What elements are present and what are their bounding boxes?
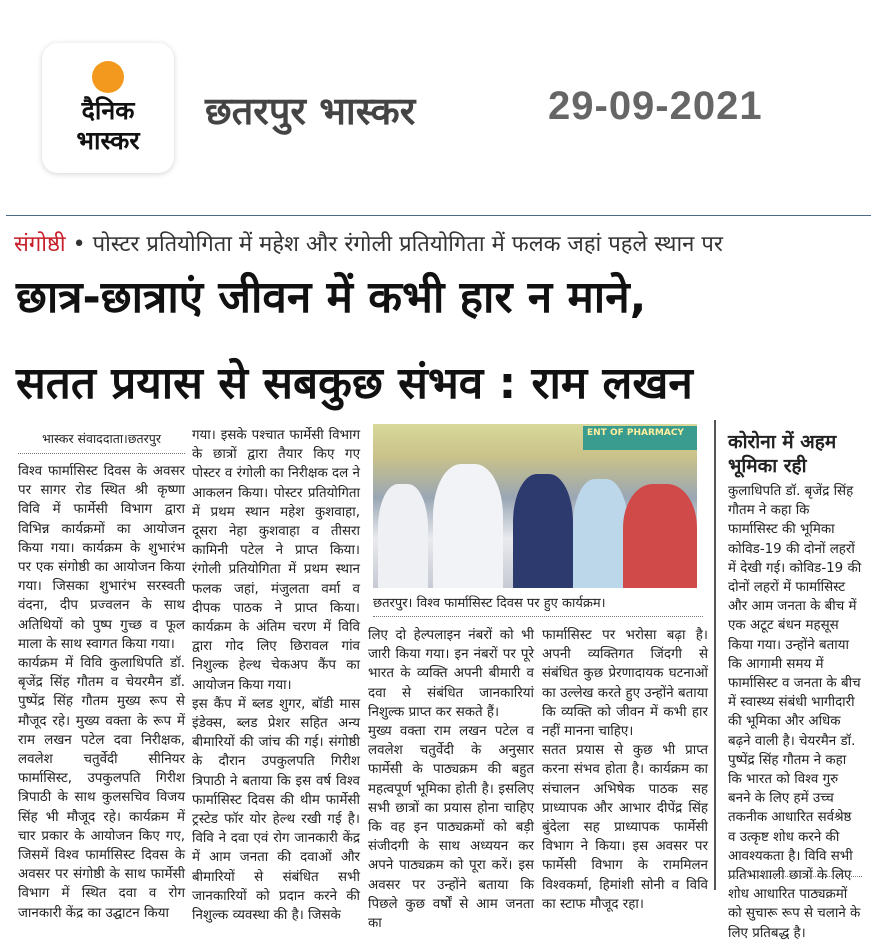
paragraph: इस कैंप में ब्लड शुगर, बॉडी मास इंडेक्स, ब्लड प्रेशर सहित अन्य बीमारियों की जांच की गई। संगोष्ठी के दौरान उपकुलपति गिरीश त्रिपाठी ने बताया कि इस वर्ष विश्व फार्मासिस्ट दिवस की थीम फार्मेसी ट्रस्टेड फॉर योर हेल्थ रखी गई है। विवि ने दवा एवं रोग जानकारी केंद्र में आम जनता की दवाओं और बीमारियों से संबंधित सभी जानकारियों को प्रदान करने की निशुल्क व्यवस्था की है। जिसके — [192, 696, 360, 924]
headline-line-1: छात्र-छात्राएं जीवन में कभी हार न माने, — [16, 272, 647, 323]
sun-icon — [92, 61, 124, 93]
paragraph: गया। इसके पश्चात फार्मेसी विभाग के छात्रों द्वारा तैयार किए गए पोस्टर व रंगोली का निरीक्षक दल ने आकलन किया। पोस्टर प्रतियोगिता में प्रथम स्थान महेश कुशवाहा, दूसरा नेहा कुशवाहा व तीसरा कामिनी पटेल ने प्राप्त किया। रंगोली प्रतियोगिता में प्रथम स्थान फलक जहां, मंजुलता वर्मा व दीपक पाठक ने प्राप्त किया। कार्यक्रम के अंतिम चरण में विवि द्वारा गोद लिए छिरावल गांव निशुल्क हेल्थ चेकअप कैंप का आयोजन किया गया। — [192, 428, 360, 693]
dainik-bhaskar-logo — [42, 43, 174, 173]
logo-text-line1: दैनिक — [81, 96, 135, 125]
photo-caption: छतरपुर। विश्व फार्मासिस्ट दिवस पर हुए कार्यक्रम। — [373, 593, 703, 617]
sidebar-heading: कोरोना में अहम भूमिका रही — [728, 431, 837, 477]
sidebar-text: कुलाधिपति डॉ. बृजेंद्र सिंह गौतम ने कहा कि फार्मासिस्ट की भूमिका कोविड-19 की दोनों लहरों में देखी गई। कोविड-19 की दोनों लहरों में फार्मासिस्ट और आम जनता के बीच में एक अटूट बंधन महसूस किया गया। उन्होंने बताया कि आगामी समय में फार्मासिस्ट व जनता के बीच में स्वास्थ्य संबंधी भागीदारी की भूमिका और अधिक बढ़ने वाली है। चेयरमैन डॉ. पुष्पेंद्र सिंह गौतम ने कहा कि भारत को विश्व गुरु बनने के लिए हमें उच्च तकनीक आधारित सर्वश्रेष्ठ व उत्कृष्ट शोध करने की आवश्यकता है। विवि सभी प्रतिभाशाली छात्रों के लिए शोध आधारित पाठ्यक्रमों को सुचारू रूप से चलाने के लिए प्रतिबद्ध है। — [728, 484, 862, 941]
edition-title: छतरपुर भास्कर — [205, 89, 416, 133]
kicker-text: पोस्टर प्रतियोगिता में महेश और रंगोली प्रतियोगिता में फलक जहां पहले स्थान पर — [92, 232, 723, 257]
article-column-2 — [192, 426, 360, 925]
event-photo — [373, 424, 697, 588]
article-column-4 — [542, 626, 708, 914]
article-column-1 — [18, 462, 185, 923]
paragraph: फार्मासिस्ट पर भरोसा बढ़ा है। अपनी व्यक्तिगत जिंदगी से संबंधित कुछ प्रेरणादायक घटनाओं का उल्लेख करते हुए उन्होंने बताया कि व्यक्ति को जीवन में कभी हार नहीं मानना चाहिए। — [542, 628, 708, 740]
paragraph: कार्यक्रम में विवि कुलाधिपति डॉ. बृजेंद्र सिंह गौतम व चेयरमैन डॉ. पुष्पेंद्र सिंह गौतम मुख्य रूप से मौजूद रहे। मुख्य वक्ता के रूप में राम लखन पटेल दवा निरीक्षक, लवलेश चतुर्वेदी सीनियर फार्मासिस्ट, उपकुलपति गिरीश त्रिपाठी के साथ कुलसचिव विजय सिंह भी मौजूद रहे। कार्यक्रम में चार प्रकार के आयोजन किए गए, जिसमें विश्व फार्मासिस्ट दिवस के अवसर पर संगोष्ठी के साथ फार्मेसी विभाग में स्थित दवा व रोग जानकारी केंद्र का उद्घाटन किया — [18, 656, 185, 921]
header-divider — [6, 215, 871, 216]
paragraph: सतत प्रयास से कुछ भी प्राप्त करना संभव होता है। कार्यक्रम का संचालन अभिषेक पाठक सह प्राध्यापक और आभार दीपेंद्र सिंह बुंदेला सह प्राध्यापक फार्मेसी विभाग ने किया। इस अवसर पर फार्मेसी विभाग के राममिलन विश्वकर्मा, हिमांशी सोनी व विवि का स्टाफ मौजूद रहा। — [542, 743, 708, 912]
kicker-tag: संगोष्ठी — [14, 232, 66, 257]
edition-date: 29-09-2021 — [548, 84, 763, 128]
paragraph: विश्व फार्मासिस्ट दिवस के अवसर पर सागर रोड स्थित श्री कृष्णा विवि में फार्मेसी विभाग द्वारा विभिन्न कार्यक्रमों का आयोजन किया गया। कार्यक्रम के शुभारंभ पर एक संगोष्ठी का आयोजन किया गया। जिसका शुभारंभ सरस्वती वंदना, दीप प्रज्वलन के साथ अतिथियों को पुष्प गुच्छ व फूल माला के साथ स्वागत किया गया। — [18, 464, 185, 652]
headline-line-2: सतत प्रयास से सबकुछ संभव : राम लखन — [16, 358, 693, 409]
column-divider — [714, 420, 716, 890]
paragraph: लिए दो हेल्पलाइन नंबरों को भी जारी किया गया। इन नंबरों पर पूरे भारत के व्यक्ति अपनी बीमारी व दवा से संबंधित जानकारियां निशुल्क प्राप्त कर सकते हैं। — [368, 628, 534, 720]
kicker-separator: • — [65, 232, 93, 257]
kicker — [14, 228, 723, 258]
photo-banner: ENT OF PHARMACY — [583, 426, 697, 450]
paragraph: मुख्य वक्ता राम लखन पटेल व लवलेश चतुर्वेदी के अनुसार फार्मेसी के पाठ्यक्रम की बहुत महत्वपूर्ण भूमिका होती है। इसलिए सभी छात्रों का प्रयास होना चाहिए कि वह इन पाठ्यक्रमों को बड़ी संजीदगी के साथ अध्ययन कर अपने पाठ्यक्रम को पूरा करें। इस अवसर पर उन्होंने बताया कि पिछले कुछ वर्षों से आम जनता का — [368, 724, 534, 932]
article-column-3 — [368, 626, 534, 933]
sidebar-end-rule — [728, 876, 862, 877]
logo-text-line2: भास्कर — [76, 126, 140, 155]
byline: भास्कर संवाददाता।छतरपुर — [18, 430, 185, 454]
